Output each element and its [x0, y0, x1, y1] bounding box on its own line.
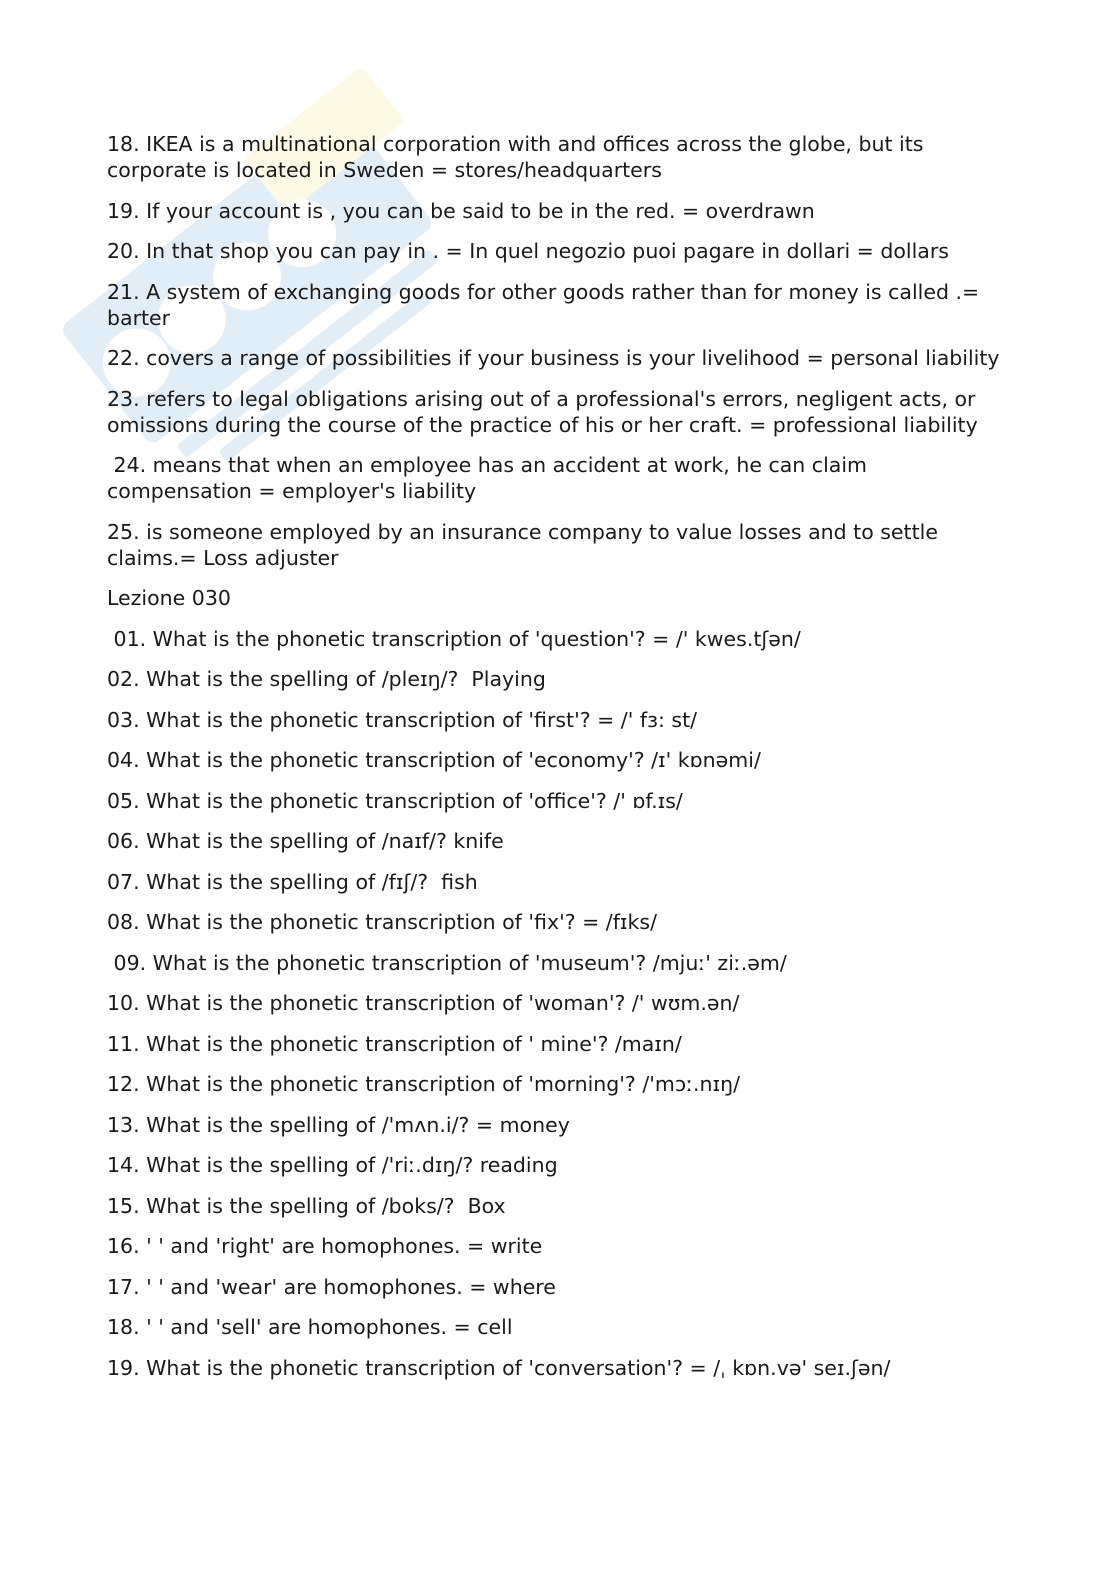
phonetics-question-10: 10. What is the phonetic transcription of 'woman'? /' wʊm.ən/ [107, 991, 740, 1015]
question-19-overdrawn: 19. If your account is , you can be said to be in the red. = overdrawn [107, 198, 815, 223]
phonetics-question-13: 13. What is the spelling of /'mʌn.i/? = money [107, 1112, 570, 1137]
question-22-personal-liability: 22. covers a range of possibilities if your business is your livelihood = personal liability [107, 346, 1000, 370]
phonetics-question-08: 08. What is the phonetic transcription of 'fix'? = /fɪks/ [107, 910, 657, 934]
question-21-barter: 21. A system of exchanging goods for other goods rather than for money is called .= barter [107, 279, 986, 330]
question-20-dollars: 20. In that shop you can pay in . = In quel negozio puoi pagare in dollari = dollars [107, 239, 949, 263]
phonetics-question-19: 19. What is the phonetic transcription of 'conversation'? = /ˌ kɒn.və' seɪ.ʃən/ [107, 1355, 891, 1380]
question-23-professional-liability: 23. refers to legal obligations arising out of a professional's errors, negligent acts, or omissions during the course of the practice of his or her craft. = professional liability [107, 386, 983, 437]
phonetics-question-17: 17. ' ' and 'wear' are homophones. = where [107, 1274, 556, 1299]
phonetics-question-06: 06. What is the spelling of /naɪf/? knife [107, 829, 504, 853]
question-25-loss-adjuster: 25. is someone employed by an insurance company to value losses and to settle claims.= Loss adjuster [107, 519, 945, 570]
phonetics-question-14: 14. What is the spelling of /'riː.dɪŋ/? reading [107, 1153, 558, 1177]
phonetics-question-05: 05. What is the phonetic transcription of 'office'? /' ɒf.ɪs/ [107, 788, 683, 813]
phonetics-question-04: 04. What is the phonetic transcription of 'economy'? /ɪ' kɒnəmi/ [107, 748, 761, 772]
section-heading-lezione-030: Lezione 030 [107, 586, 231, 610]
question-18-ikea: 18. IKEA is a multinational corporation with and offices across the globe, but its corporate is located in Sweden = stores/headquarters [107, 132, 930, 182]
phonetics-question-11: 11. What is the phonetic transcription of ' mine'? /maɪn/ [107, 1031, 682, 1056]
phonetics-question-12: 12. What is the phonetic transcription of 'morning'? /'mɔː.nɪŋ/ [107, 1072, 741, 1096]
phonetics-question-07: 07. What is the spelling of /fɪʃ/? fish [107, 869, 478, 894]
phonetics-question-02: 02. What is the spelling of /pleɪŋ/? Playing [107, 667, 546, 691]
phonetics-question-03: 03. What is the phonetic transcription of 'first'? = /' fɜ: st/ [107, 707, 698, 732]
question-24-employers-liability: 24. means that when an employee has an accident at work, he can claim compensation = employer's liability [107, 453, 874, 503]
phonetics-question-09: 09. What is the phonetic transcription of 'museum'? /mjuː' ziː.əm/ [107, 950, 787, 975]
phonetics-question-15: 15. What is the spelling of /boks/? Box [107, 1193, 506, 1218]
phonetics-question-16: 16. ' ' and 'right' are homophones. = write [107, 1234, 543, 1258]
document-body [107, 131, 1017, 1395]
phonetics-question-01: 01. What is the phonetic transcription of 'question'? = /' kwes.tʃən/ [107, 626, 801, 651]
phonetics-question-18: 18. ' ' and 'sell' are homophones. = cell [107, 1315, 513, 1339]
